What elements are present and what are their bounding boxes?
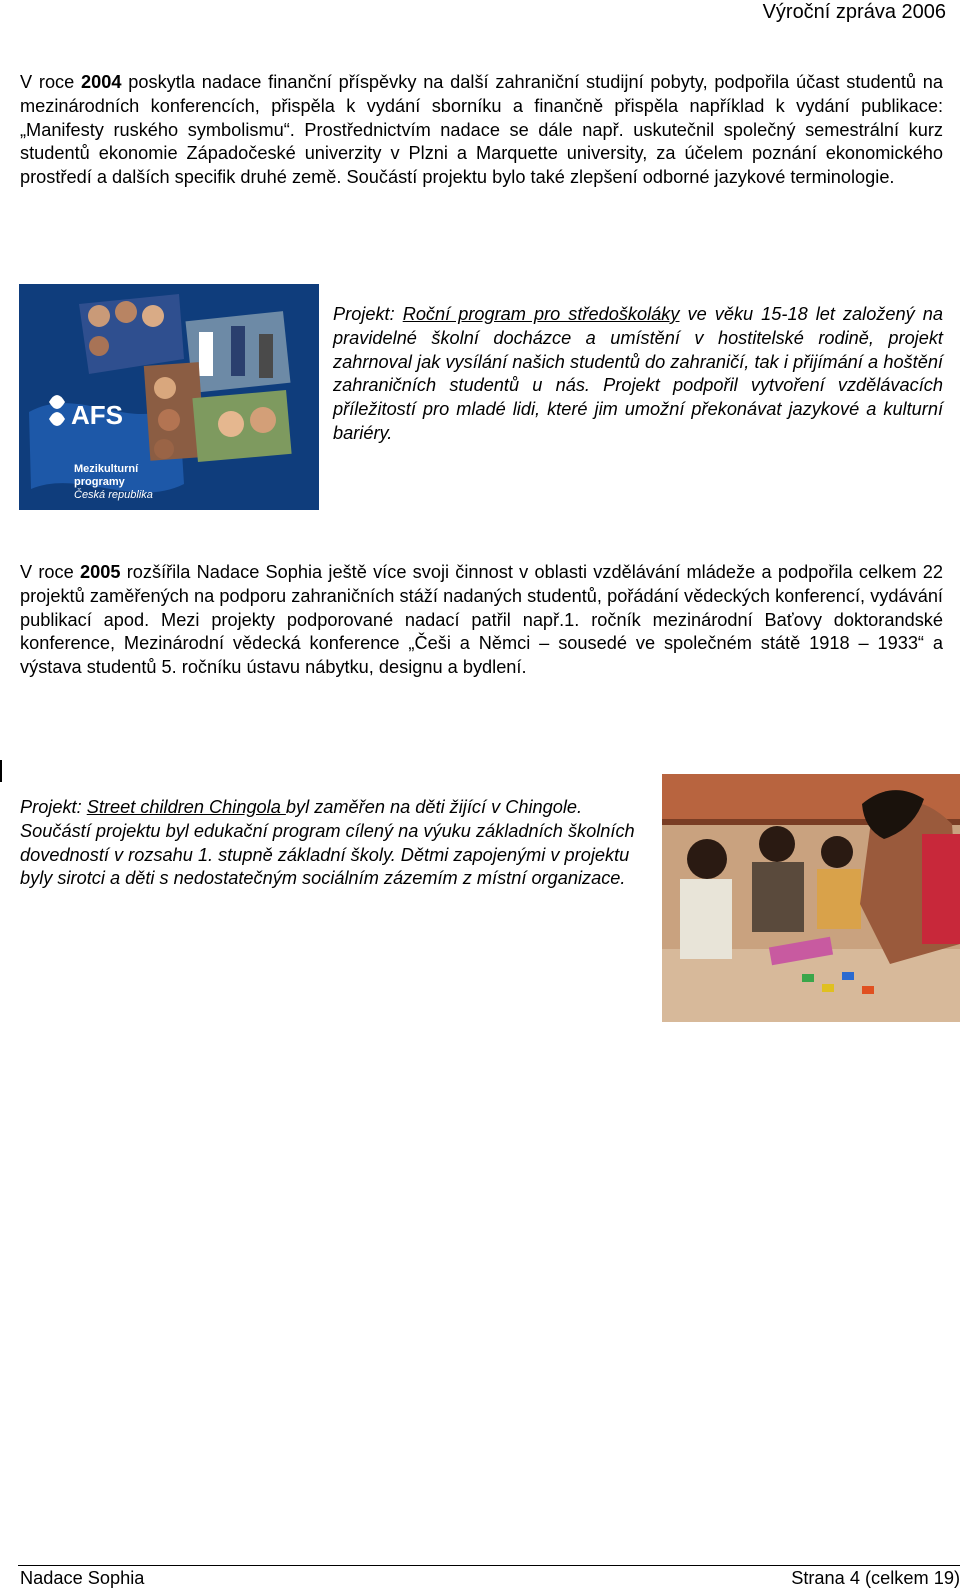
project-street-name: Street children Chingola [86, 797, 286, 817]
year-2004: 2004 [81, 72, 122, 92]
text-cursor [0, 760, 2, 782]
afs-caption-line3: Česká republika [74, 489, 153, 501]
paragraph-2004-prefix: V roce [20, 72, 82, 92]
project-afs-description [333, 303, 943, 446]
paragraph-2005 [20, 561, 943, 680]
afs-caption-line2: programy [74, 476, 125, 488]
header-title: Výroční zpráva 2006 [762, 1, 946, 23]
project-afs-prefix: Projekt: [333, 304, 403, 324]
project-afs-text: ve věku 15-18 let založený na pravidelné školní docházce a umístění v hostitelské rodině, projekt zahrnoval jak vysílání našich studentů do zahraničí, tak i přijímání a hoštění zahraničních studentů u nás. Projekt podpořil vytvoření vzdělávacích příležitostí pro mladé lidi, které jim umožní překonávat jazykové a kulturní bariéry. [333, 304, 943, 443]
footer-page-number: Strana 4 (celkem 19) [791, 1568, 960, 1588]
paragraph-2005-text: rozšířila Nadace Sophia ještě více svoji činnost v oblasti vzdělávání mládeže a podpořila celkem 22 projektů zaměřených na podporu zahraničních stáží nadaných studentů, pořádání vědeckých konferencí, vydávání publikací apod. Mezi projekty podporované nadací patřil např.1. ročník mezinárodní Baťovy doktorandské konference, Mezinárodní vědecká konference „Češi a Němci – sousedé ve společném státě 1918 – 1933“ a výstava studentů 5. ročníku ústavu nábytku, designu a bydlení. [20, 562, 943, 678]
afs-collage-graphic [19, 284, 319, 510]
project-street-description [20, 796, 640, 891]
footer-divider [18, 1565, 960, 1566]
afs-caption-line1: Mezikulturní [74, 463, 139, 475]
footer-organization: Nadace Sophia [20, 1568, 145, 1588]
paragraph-2004 [20, 71, 943, 190]
children-photo [662, 774, 960, 1022]
year-2005: 2005 [80, 562, 121, 582]
project-street-prefix: Projekt: [20, 797, 87, 817]
afs-promo-image [19, 284, 319, 510]
paragraph-2005-prefix: V roce [20, 562, 80, 582]
paragraph-2004-text: poskytla nadace finanční příspěvky na další zahraniční studijní pobyty, podpořila účast studentů na mezinárodních konferencích, přispěla k vydání sborníku a finančně přispěla například k vydání publikace: „Manifesty ruského symbolismu“. Prostřednictvím nadace se dále např. uskutečnil společný semestrální kurz studentů ekonomie Západočeské univerzity v Plzni a Marquette university, za účelem poznání ekonomického prostředí a dalších specifik druhé země. Součástí projektu bylo také zlepšení odborné jazykové terminologie. [20, 72, 944, 188]
project-afs-name: Roční program pro středoškoláky [402, 304, 680, 324]
project-street-text: byl zaměřen na děti žijící v Chingole. Součástí projektu byl edukační program cílený na výuku základních školních dovedností v rozsahu 1. stupně základní školy. Dětmi zapojenými v projektu byly sirotci a děti s nedostatečným sociálním zázemím z místní organizace. [20, 797, 635, 889]
afs-logo-text: AFS [71, 400, 123, 430]
children-photo-graphic [662, 774, 960, 1022]
